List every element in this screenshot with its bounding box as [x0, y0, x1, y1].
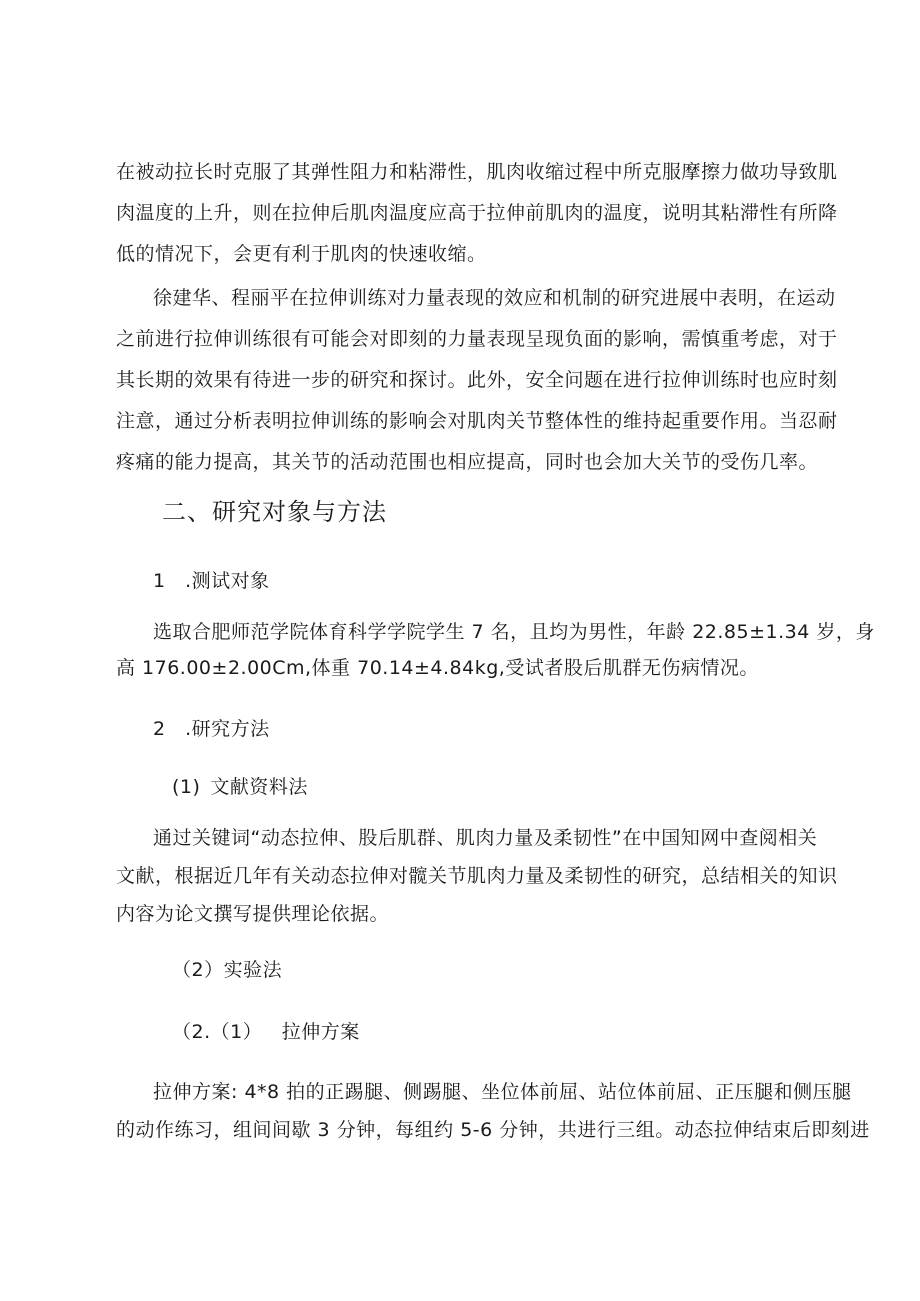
paragraph-line: 拉伸方案: 4*8 拍的正踢腿、侧踢腿、坐位体前屈、站位体前屈、正压腿和侧压腿 [153, 1081, 852, 1103]
paragraph-line: 的动作练习，组间间歇 3 分钟，每组约 5-6 分钟，共进行三组。动态拉伸结束后即刻进 [116, 1119, 870, 1141]
paragraph-line: 徐建华、程丽平在拉伸训练对力量表现的效应和机制的研究进展中表明，在运动 [153, 287, 836, 309]
paragraph-line: 低的情况下，会更有利于肌肉的快速收缩。 [116, 243, 487, 265]
paragraph-line: 高 176.00±2.00Cm,体重 70.14±4.84kg,受试者股后肌群无伤病情况。 [116, 657, 759, 679]
paragraph-line: 注意，通过分析表明拉伸训练的影响会对肌肉关节整体性的维持起重要作用。当忍耐 [116, 410, 838, 432]
section-heading: 二、研究对象与方法 [162, 498, 387, 526]
method-title: （2.（1） 拉伸方案 [172, 1021, 360, 1043]
paragraph-line: 之前进行拉伸训练很有可能会对即刻的力量表现呈现负面的影响，需慎重考虑，对于 [116, 328, 838, 350]
paragraph-line: 疼痛的能力提高，其关节的活动范围也相应提高，同时也会加大关节的受伤几率。 [116, 451, 819, 473]
paragraph-line: 在被动拉长时克服了其弹性阻力和粘滞性，肌肉收缩过程中所克服摩擦力做功导致肌 [116, 161, 838, 183]
method-title: （2）实验法 [172, 959, 283, 981]
paragraph-line: 肉温度的上升，则在拉伸后肌肉温度应高于拉伸前肌肉的温度，说明其粘滞性有所降 [116, 202, 838, 224]
paragraph-line: 其长期的效果有待进一步的研究和探讨。此外，安全问题在进行拉伸训练时也应时刻 [116, 369, 838, 391]
subsection-title: 1 .测试对象 [153, 570, 270, 592]
paragraph-line: 内容为论文撰写提供理论依据。 [116, 903, 390, 925]
paragraph-line: 选取合肥师范学院体育科学学院学生 7 名，且均为男性，年龄 22.85±1.34 岁，身 [153, 621, 875, 643]
method-title: (1) 文献资料法 [172, 776, 308, 798]
subsection-title: 2 .研究方法 [153, 718, 270, 740]
paragraph-line: 文献，根据近几年有关动态拉伸对髋关节肌肉力量及柔韧性的研究，总结相关的知识 [116, 865, 838, 887]
paragraph-line: 通过关键词“动态拉伸、股后肌群、肌肉力量及柔韧性”在中国知网中查阅相关 [153, 827, 818, 849]
